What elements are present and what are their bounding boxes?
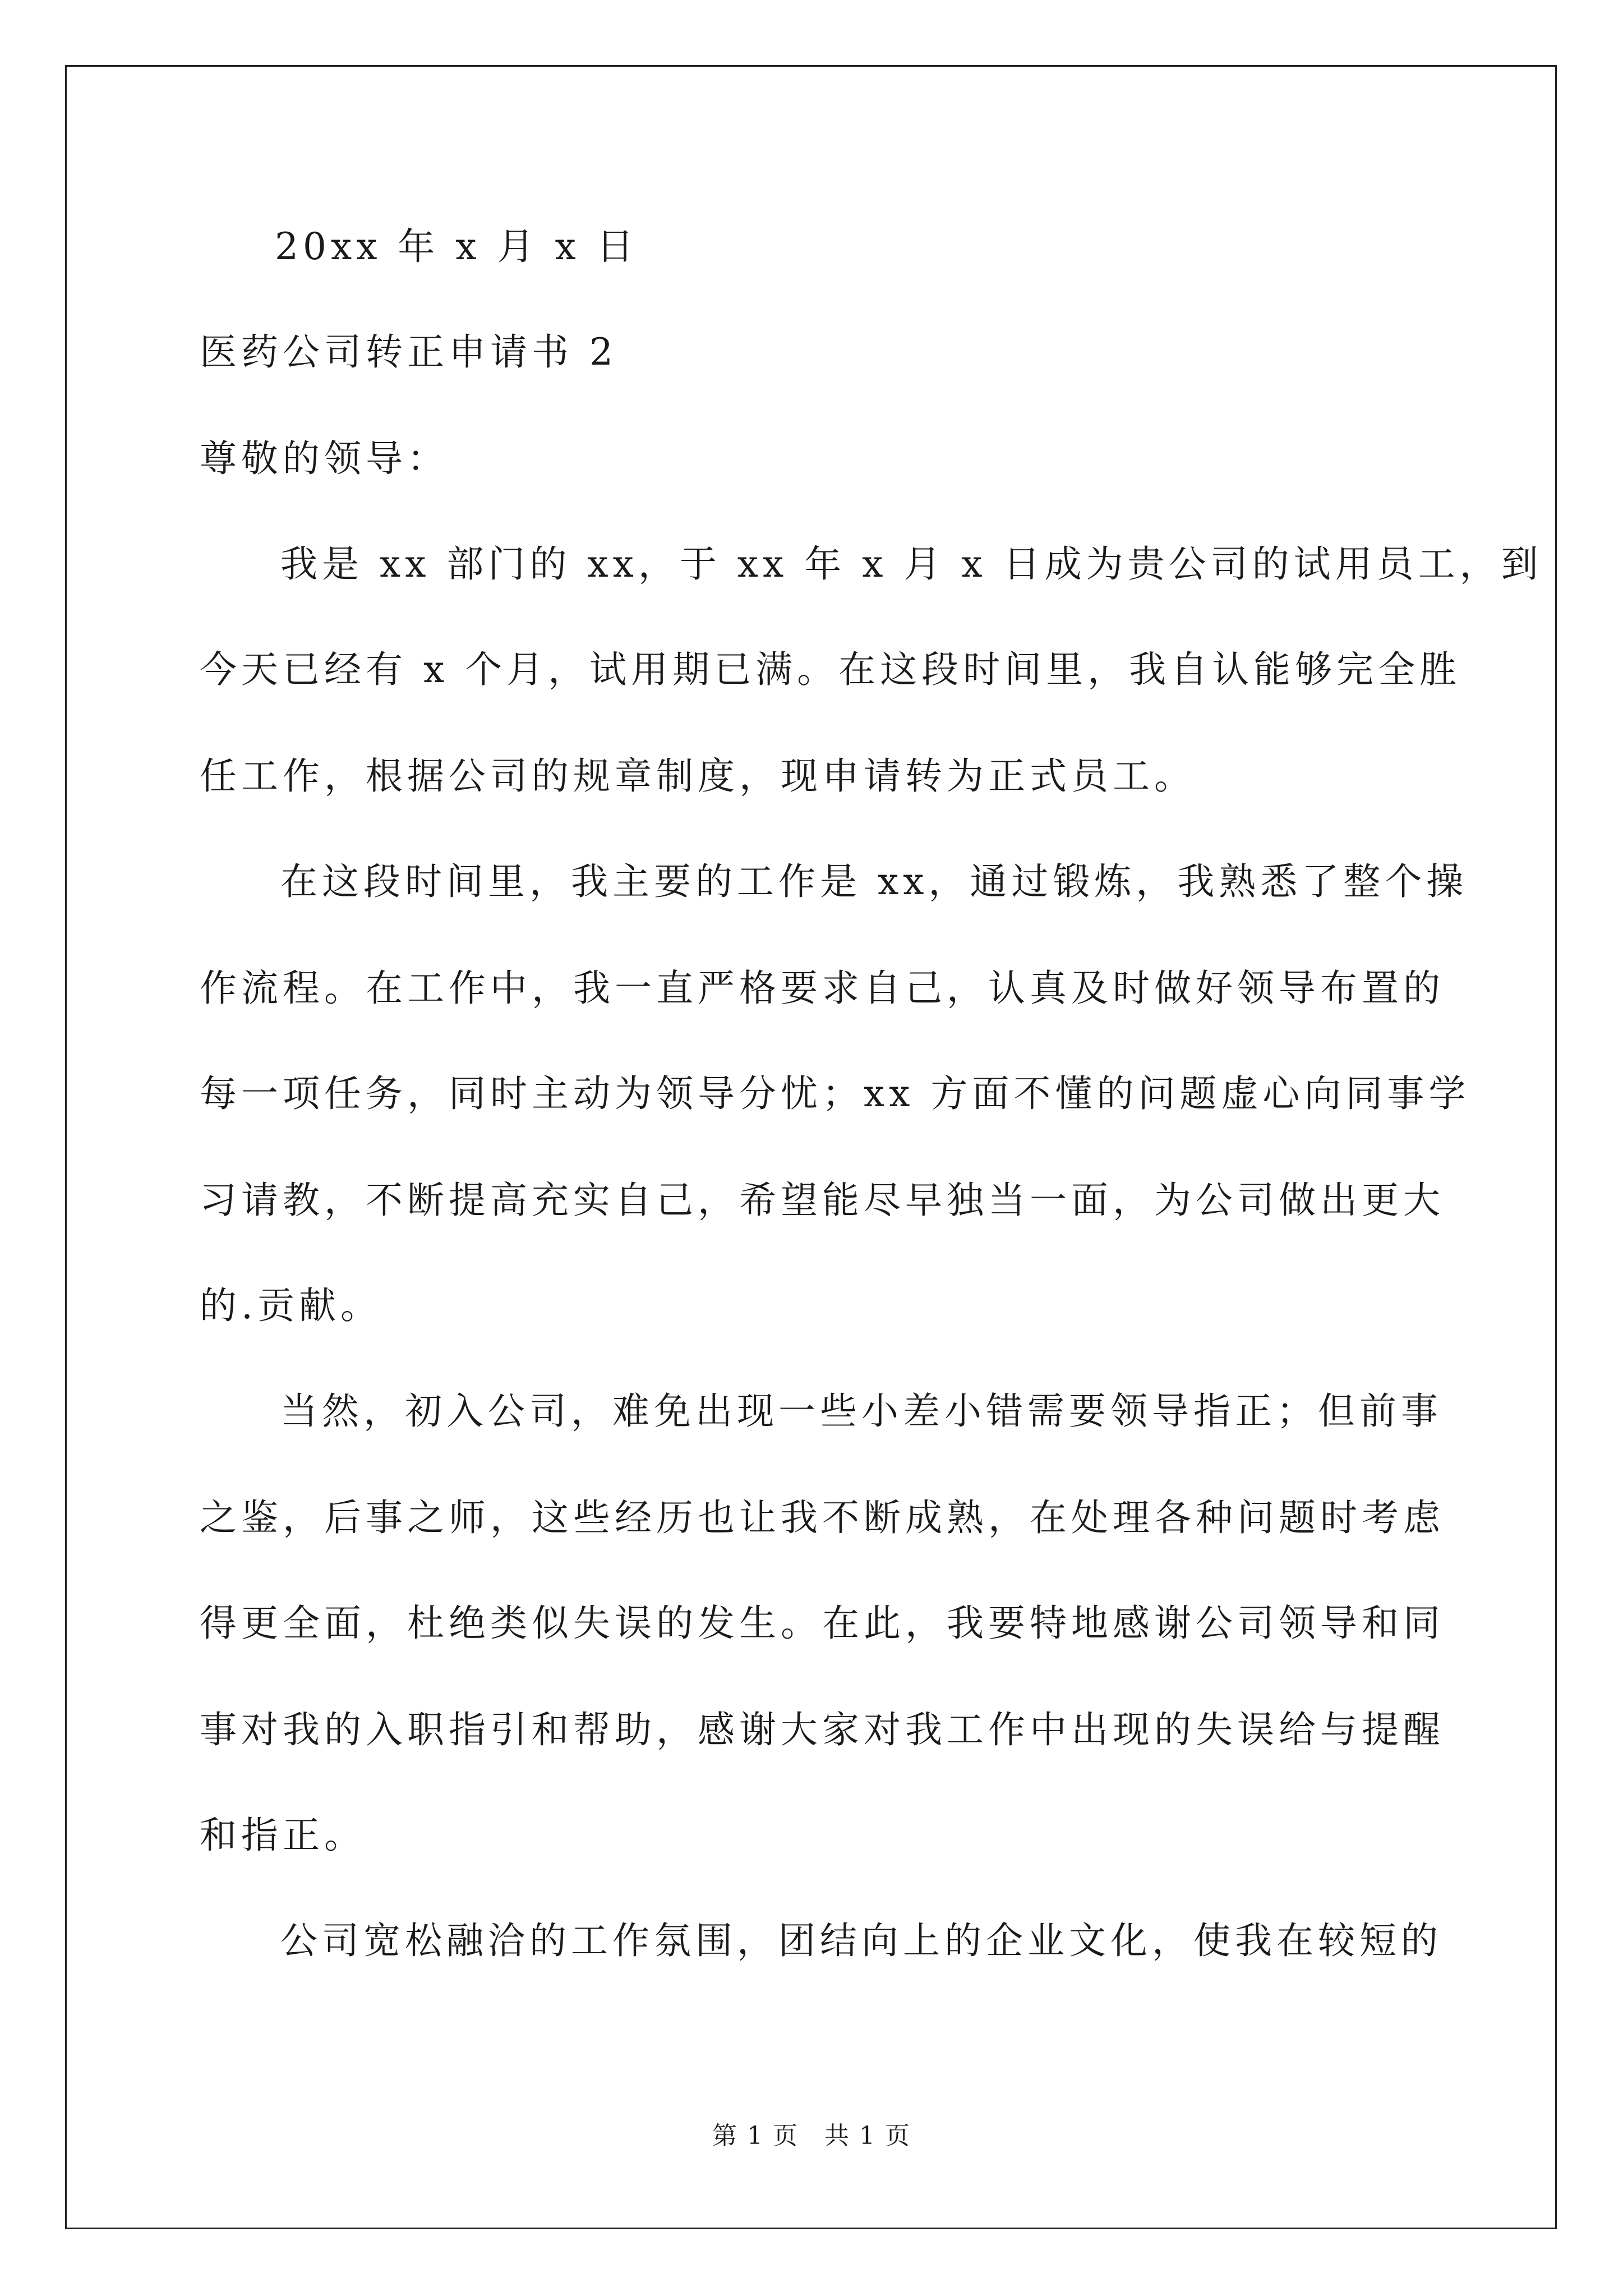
document-title: 医药公司转正申请书 2 xyxy=(200,330,617,374)
paragraph-3-line-2: 之鉴，后事之师，这些经历也让我不断成熟，在处理各种问题时考虑 xyxy=(200,1496,1445,1539)
paragraph-1-line-1: 我是 xx 部门的 xx，于 xx 年 x 月 x 日成为贵公司的试用员工，到 xyxy=(280,542,1543,586)
paragraph-2-line-1: 在这段时间里，我主要的工作是 xx，通过锻炼，我熟悉了整个操 xyxy=(280,860,1468,903)
paragraph-3-line-3: 得更全面，杜绝类似失误的发生。在此，我要特地感谢公司领导和同 xyxy=(200,1602,1445,1645)
date-line: 20xx 年 x 月 x 日 xyxy=(275,225,638,268)
salutation: 尊敬的领导： xyxy=(200,437,449,480)
paragraph-2-line-3: 每一项任务，同时主动为领导分忧；xx 方面不懂的问题虚心向同事学 xyxy=(200,1072,1470,1115)
paragraph-4-line-1: 公司宽松融洽的工作氛围，团结向上的企业文化，使我在较短的 xyxy=(280,1919,1442,1962)
paragraph-3-line-1: 当然，初入公司，难免出现一些小差小错需要领导指正；但前事 xyxy=(280,1389,1442,1433)
paragraph-2-line-5: 的.贡献。 xyxy=(200,1284,382,1327)
paragraph-2-line-2: 作流程。在工作中，我一直严格要求自己，认真及时做好领导布置的 xyxy=(200,967,1445,1010)
paragraph-1-line-3: 任工作，根据公司的规章制度，现申请转为正式员工。 xyxy=(200,754,1196,798)
paragraph-1-line-2: 今天已经有 x 个月，试用期已满。在这段时间里，我自认能够完全胜 xyxy=(200,648,1461,691)
paragraph-2-line-4: 习请教，不断提高充实自己，希望能尽早独当一面，为公司做出更大 xyxy=(200,1179,1445,1222)
paragraph-3-line-4: 事对我的入职指引和帮助，感谢大家对我工作中出现的失误给与提醒 xyxy=(200,1708,1445,1751)
paragraph-3-line-5: 和指正。 xyxy=(200,1814,366,1857)
page-number-footer: 第 1 页 共 1 页 xyxy=(712,2122,911,2150)
page-border xyxy=(65,65,1557,2229)
